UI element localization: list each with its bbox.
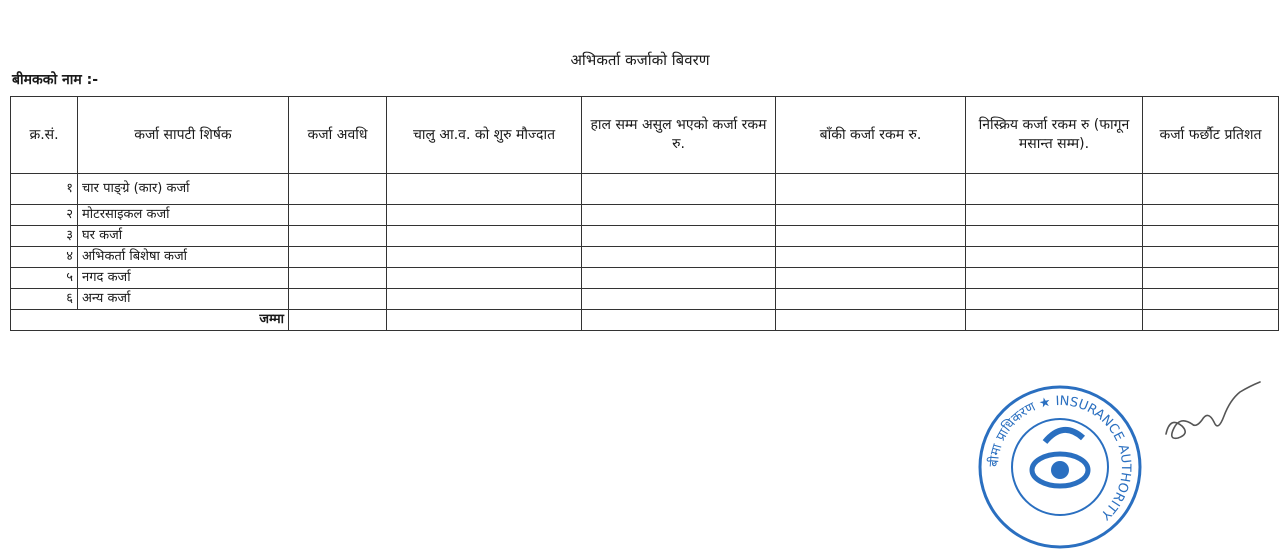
column-header-opening-balance: चालु आ.व. को शुरु मौज्दात (387, 97, 582, 174)
empty-cell (776, 289, 966, 310)
row-serial: ३ (11, 226, 78, 247)
table-row (11, 268, 1279, 289)
row-serial: १ (11, 174, 78, 205)
empty-cell (289, 205, 387, 226)
column-header-remaining-amount: बाँकी कर्जा रकम रु. (776, 97, 966, 174)
signature (1160, 372, 1280, 452)
empty-cell (966, 174, 1143, 205)
column-header-loan-title: कर्जा सापटी शिर्षक (78, 97, 289, 174)
empty-cell (582, 205, 776, 226)
row-loan-title: अभिकर्ता बिशेषा कर्जा (78, 247, 289, 268)
column-header-serial: क्र.सं. (11, 97, 78, 174)
column-header-settlement-percent: कर्जा फर्छौट प्रतिशत (1143, 97, 1279, 174)
empty-cell (776, 205, 966, 226)
empty-cell (289, 289, 387, 310)
row-serial: ६ (11, 289, 78, 310)
empty-cell (387, 247, 582, 268)
empty-cell (1143, 205, 1279, 226)
empty-cell (289, 174, 387, 205)
empty-cell (776, 174, 966, 205)
table-row (11, 289, 1279, 310)
column-header-loan-period: कर्जा अवधि (289, 97, 387, 174)
empty-cell (582, 310, 776, 331)
row-loan-title: नगद कर्जा (78, 268, 289, 289)
empty-cell (582, 247, 776, 268)
empty-cell (387, 289, 582, 310)
empty-cell (387, 268, 582, 289)
empty-cell (966, 247, 1143, 268)
empty-cell (776, 226, 966, 247)
row-loan-title: चार पाङ्ग्रे (कार) कर्जा (78, 174, 289, 205)
column-header-recovered-amount: हाल सम्म असुल भएको कर्जा रकम रु. (582, 97, 776, 174)
empty-cell (1143, 268, 1279, 289)
empty-cell (1143, 226, 1279, 247)
empty-cell (387, 310, 582, 331)
empty-cell (289, 247, 387, 268)
loan-details-table (10, 96, 1279, 331)
empty-cell (387, 226, 582, 247)
empty-cell (966, 205, 1143, 226)
empty-cell (387, 205, 582, 226)
row-serial: ५ (11, 268, 78, 289)
table-row (11, 226, 1279, 247)
row-serial: २ (11, 205, 78, 226)
empty-cell (387, 174, 582, 205)
authority-seal (975, 382, 1145, 552)
row-loan-title: मोटरसाइकल कर्जा (78, 205, 289, 226)
empty-cell (289, 310, 387, 331)
empty-cell (966, 226, 1143, 247)
total-row (11, 310, 1279, 331)
empty-cell (966, 289, 1143, 310)
empty-cell (776, 268, 966, 289)
empty-cell (1143, 174, 1279, 205)
seal-text: बीमा प्राधिकरण ★ INSURANCE AUTHORITY (986, 393, 1134, 523)
empty-cell (582, 226, 776, 247)
page-title: अभिकर्ता कर्जाको बिवरण (570, 51, 710, 69)
table-row (11, 247, 1279, 268)
empty-cell (776, 310, 966, 331)
empty-cell (966, 268, 1143, 289)
empty-cell (776, 247, 966, 268)
empty-cell (1143, 310, 1279, 331)
empty-cell (1143, 247, 1279, 268)
empty-cell (289, 268, 387, 289)
empty-cell (1143, 289, 1279, 310)
empty-cell (966, 310, 1143, 331)
row-serial: ४ (11, 247, 78, 268)
row-loan-title: घर कर्जा (78, 226, 289, 247)
empty-cell (582, 268, 776, 289)
empty-cell (289, 226, 387, 247)
insurer-name-label: बीमकको नाम :- (12, 72, 99, 88)
svg-text:बीमा प्राधिकरण ★ INSURANCE AUT (986, 394, 1133, 522)
table-row (11, 205, 1279, 226)
column-header-nonperforming-amount: निस्क्रिय कर्जा रकम रु (फागून मसान्त सम्म). (966, 97, 1143, 174)
row-loan-title: अन्य कर्जा (78, 289, 289, 310)
table-row (11, 174, 1279, 205)
empty-cell (582, 174, 776, 205)
total-label: जम्मा (11, 310, 289, 331)
empty-cell (582, 289, 776, 310)
table-header-row (11, 97, 1279, 174)
